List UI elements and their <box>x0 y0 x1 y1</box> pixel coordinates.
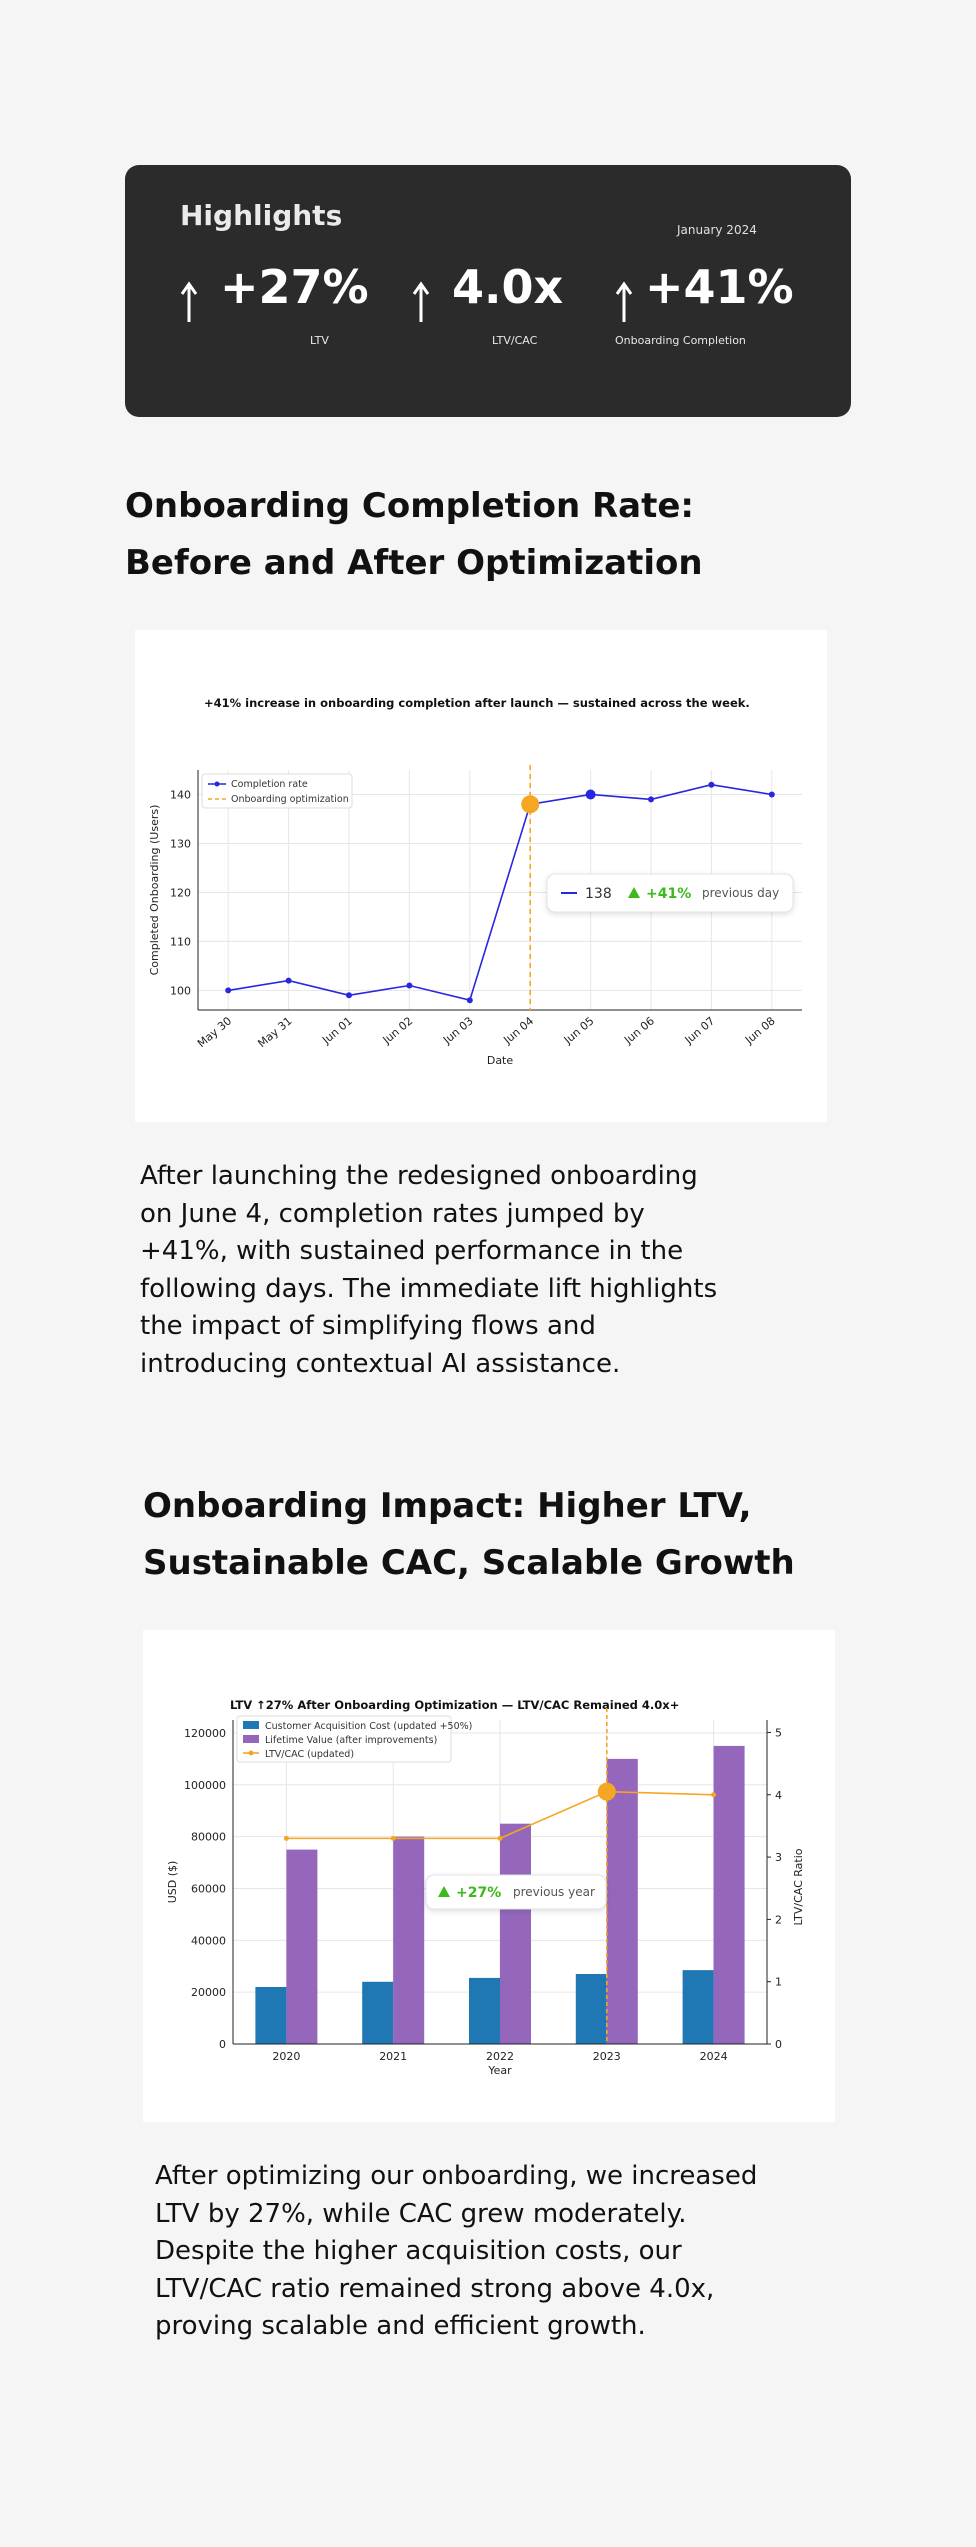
chart2-bar-cac <box>683 1970 714 2044</box>
section2-title <box>143 1478 795 1592</box>
chart2-ratio-point <box>498 1836 503 1841</box>
chart2-ylabel: USD ($) <box>166 1860 179 1904</box>
section1-title-line2: Before and After Optimization <box>125 543 703 583</box>
chart2-y2tick-label: 5 <box>775 1726 782 1740</box>
chart2-bar-ltv <box>607 1759 638 2044</box>
chart2-y2tick-label: 0 <box>775 2038 782 2051</box>
chart1-xtick-label: Jun 02 <box>380 1014 416 1047</box>
chart2-callout-compare: previous year <box>513 1885 595 1899</box>
chart2-bar-ltv <box>500 1824 531 2044</box>
chart1-data-point <box>769 791 775 797</box>
completion-chart-panel <box>135 630 827 1122</box>
chart2-xtick-label: 2022 <box>486 2050 514 2063</box>
chart2-xtick-label: 2024 <box>699 2050 728 2063</box>
section1-description: After launching the redesigned onboarding on June 4, completion rates jumped by +41%, with sustained performance in the following days. The immediate lift highlights the impact of simplifying flows and introducing contextual AI assistance. <box>140 1161 718 1379</box>
metric-ltv-value: +27% <box>220 260 369 314</box>
chart2-y2tick-label: 1 <box>775 1975 782 1989</box>
chart1-data-point <box>648 796 654 802</box>
highlights-date: January 2024 <box>677 223 757 237</box>
chart2-xtick-label: 2023 <box>592 2050 621 2063</box>
chart1-xtick-label: Jun 08 <box>742 1014 778 1047</box>
chart2-bar-cac <box>576 1974 607 2044</box>
chart2-y2tick-label: 3 <box>775 1851 782 1865</box>
chart2-ratio-point <box>391 1836 396 1841</box>
chart2-ytick-label: 120000 <box>184 1726 226 1740</box>
chart2-y2tick-label: 2 <box>775 1913 782 1927</box>
chart2-title: LTV ↑27% After Onboarding Optimization — LTV/CAC Remained 4.0x+ <box>230 1698 680 1712</box>
chart1-xtick-label: Jun 01 <box>319 1014 355 1047</box>
chart2-ratio-point <box>711 1792 716 1797</box>
chart1-callout-change: +41% <box>646 886 692 902</box>
chart2-ytick-label: 60000 <box>191 1882 226 1896</box>
chart1-highlight-point <box>521 795 539 813</box>
chart2-ytick-label: 40000 <box>191 1934 226 1948</box>
chart2-legend-label: Lifetime Value (after improvements) <box>265 1735 438 1746</box>
highlights-title: Highlights <box>180 199 343 232</box>
chart1-callout-compare: previous day <box>702 886 780 900</box>
chart1-legend-swatch-point <box>215 782 220 787</box>
chart1-data-point <box>586 789 596 799</box>
highlights-card <box>125 165 851 417</box>
chart1-legend-label: Onboarding optimization <box>231 794 349 805</box>
arrow-up-icon <box>180 280 198 324</box>
chart2-bar-ltv <box>714 1746 745 2044</box>
metric-ltv-cac-label: LTV/CAC <box>492 334 538 347</box>
ltv-cac-chart-panel <box>143 1630 835 2122</box>
chart1-legend-label: Completion rate <box>231 779 308 790</box>
chart2-ytick-label: 80000 <box>191 1830 226 1844</box>
section2-title-line1: Onboarding Impact: Higher LTV, <box>143 1486 752 1526</box>
chart1-data-point <box>708 782 714 788</box>
chart1-xtick-label: May 30 <box>194 1014 235 1051</box>
chart1-ytick-label: 140 <box>170 788 191 802</box>
chart1-ytick-label: 130 <box>170 837 191 851</box>
chart2-ytick-label: 100000 <box>184 1778 226 1792</box>
chart2-y2label: LTV/CAC Ratio <box>792 1848 805 1926</box>
ltv-cac-chart <box>143 1630 835 2122</box>
chart2-legend-swatch-ratio-point <box>249 1751 254 1756</box>
chart2-ytick-label: 20000 <box>191 1986 226 2000</box>
arrow-up-icon <box>615 280 633 324</box>
chart1-xtick-label: Jun 03 <box>440 1014 476 1047</box>
chart2-legend-swatch-ltv <box>243 1735 259 1743</box>
chart2-legend-label: LTV/CAC (updated) <box>265 1749 355 1760</box>
chart2-bar-cac <box>255 1987 286 2044</box>
chart1-title: +41% increase in onboarding completion after launch — sustained across the week. <box>204 696 750 710</box>
chart2-bar-ltv <box>286 1850 317 2044</box>
chart2-xtick-label: 2021 <box>379 2050 408 2063</box>
chart2-bar-cac <box>362 1982 393 2044</box>
chart1-data-point <box>467 997 473 1003</box>
chart2-xtick-label: 2020 <box>272 2050 301 2063</box>
chart1-xlabel: Date <box>486 1054 514 1067</box>
chart2-y2tick-label: 4 <box>775 1788 782 1802</box>
chart1-xtick-label: Jun 04 <box>501 1014 537 1047</box>
chart2-ytick-label: 0 <box>219 2038 226 2051</box>
chart2-legend-label: Customer Acquisition Cost (updated +50%) <box>265 1721 473 1732</box>
chart1-ytick-label: 110 <box>170 935 191 949</box>
chart1-data-point <box>406 983 412 989</box>
arrow-up-icon <box>412 280 430 324</box>
chart1-callout-value: 138 <box>585 886 612 902</box>
chart2-bar-cac <box>469 1978 500 2044</box>
chart1-xtick-label: Jun 07 <box>682 1014 718 1047</box>
chart2-legend-swatch-cac <box>243 1721 259 1729</box>
chart1-data-point <box>286 978 292 984</box>
chart1-xtick-label: May 31 <box>255 1014 295 1051</box>
section1-title <box>125 478 703 592</box>
section1-title-line1: Onboarding Completion Rate: <box>125 486 695 526</box>
chart2-bar-ltv <box>393 1837 424 2044</box>
chart1-xtick-label: Jun 05 <box>561 1014 597 1047</box>
metric-onboarding-label: Onboarding Completion <box>615 334 746 347</box>
metric-onboarding-value: +41% <box>645 260 794 314</box>
chart1-data-point <box>346 992 352 998</box>
completion-rate-chart <box>135 630 827 1122</box>
section2-title-line2: Sustainable CAC, Scalable Growth <box>143 1543 795 1583</box>
chart2-highlight-point <box>598 1783 616 1801</box>
chart1-xtick-label: Jun 06 <box>622 1014 657 1047</box>
chart2-xlabel: Year <box>488 2064 512 2077</box>
section2-description: After optimizing our onboarding, we increased LTV by 27%, while CAC grew moderately. Despite the higher acquisition costs, our LTV/CAC ratio remained strong above 4.0x, proving scalable and efficient growth. <box>155 2161 758 2341</box>
chart1-ytick-label: 100 <box>170 984 191 998</box>
chart2-ratio-point <box>284 1836 289 1841</box>
chart2-callout-change: +27% <box>456 1885 502 1901</box>
chart1-data-point <box>225 987 231 993</box>
metric-ltv-label: LTV <box>310 334 329 347</box>
chart1-ytick-label: 120 <box>170 886 191 900</box>
chart1-ylabel: Completed Onboarding (Users) <box>148 804 161 976</box>
metric-ltv-cac-value: 4.0x <box>452 260 564 314</box>
